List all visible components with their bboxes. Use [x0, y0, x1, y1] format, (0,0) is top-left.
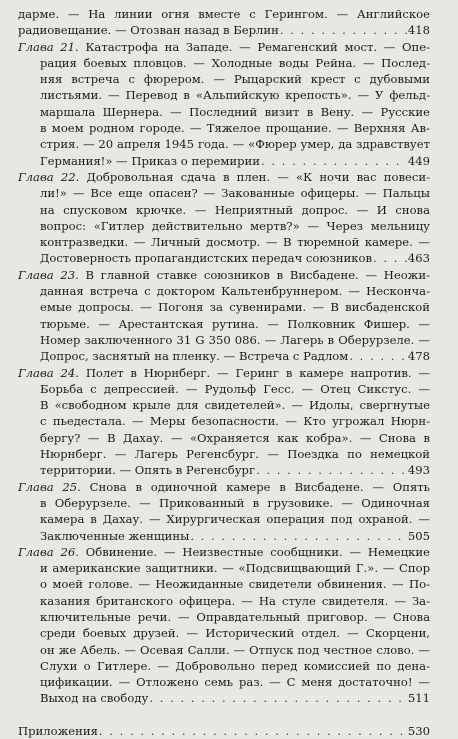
toc-line: Номер заключенного 31 G 350 086. — Лагерь в Оберурзеле. — [40, 332, 430, 347]
toc-line-text: Заключенные женщины [40, 528, 190, 543]
toc-line: ключительные речи. — Оправдательный приговор. — Снова [40, 609, 430, 624]
toc-line: бергу? — В Дахау. — «Охраняется как кобра». — Снова в [40, 430, 430, 445]
page-number: 418 [407, 23, 430, 38]
toc-line [18, 365, 430, 381]
toc-line: о моей голове. — Неожиданные свидетели обвинения. — По- [40, 577, 430, 592]
leader-dots [99, 723, 407, 739]
toc-line-last [18, 153, 430, 169]
toc-line: Слухи о Гитлере. — Добровольно перед комиссией по дена- [40, 658, 430, 673]
toc-line: в моем родном городе. — Тяжелое прощание. — Верхняя Ав- [40, 121, 430, 136]
toc-line: данная встреча с доктором Кальтенбруннером. — Несконча- [40, 284, 430, 299]
toc-line-text: Достоверность пропагандистских передач союзников [40, 251, 373, 266]
toc-line-text: В главной ставке союзников в Висбадене. — Неожи- [85, 267, 430, 282]
page-number: 505 [407, 528, 430, 543]
toc-line-text: Добровольная сдача в плен. — «К ночи вас повеси- [86, 169, 430, 184]
toc-line: емые допросы. — Погоня за сувенирами. — В висбаденской [40, 300, 430, 315]
leader-dots [261, 153, 407, 169]
toc-entry-chapter-23[interactable] [18, 267, 448, 365]
toc-entry-continuation [18, 6, 448, 39]
toc-line: няя встреча с фюрером. — Рыцарский крест с дубовыми [40, 72, 430, 87]
appendix-label: Приложения [18, 724, 98, 739]
toc-line-last [18, 690, 430, 706]
toc-line: в Оберурзеле. — Прикованный в грузовике. — Одиночная [40, 495, 430, 510]
toc-line: листьями. — Перевод в «Альпийскую крепость». — У фельд- [40, 88, 430, 103]
chapter-label: Глава 26. [18, 544, 79, 559]
toc-line-text: Выход на свободу [40, 691, 149, 706]
toc-entry-chapter-21[interactable] [18, 39, 448, 169]
toc-line: контразведки. — Личный досмотр. — В тюремной камере. — [40, 235, 430, 250]
toc-line-last [18, 22, 430, 38]
toc-line [18, 267, 430, 283]
page-number: 478 [407, 349, 430, 364]
toc-line: камера в Дахау. — Хирургическая операция под охраной. — [40, 512, 430, 527]
toc-line-text: территории. — Опять в Регенсбург [40, 463, 256, 478]
toc-line: и американские защитники. — «Подсвищвающий Г.». — Спор [40, 561, 430, 576]
page-number: 511 [407, 691, 430, 706]
toc-line: Нюрнберг. — Лагерь Регенсбург. — Поездка по немецкой [40, 447, 430, 462]
leader-dots [373, 250, 407, 266]
page-number: 530 [407, 724, 430, 739]
toc-line: маршала Шернера. — Последний визит в Вену. — Русские [40, 104, 430, 119]
leader-dots [190, 528, 407, 544]
toc-line [18, 39, 430, 55]
toc-line-text: Снова в одиночной камере в Висбадене. — Опять [89, 479, 430, 494]
toc-line-last [18, 250, 430, 266]
leader-dots [256, 462, 407, 478]
toc-entry-chapter-24[interactable] [18, 365, 448, 479]
chapter-label: Глава 21. [18, 39, 79, 54]
toc-entry-appendix[interactable] [18, 723, 448, 739]
toc-line [18, 169, 430, 185]
toc-entry-chapter-22[interactable] [18, 169, 448, 267]
leader-dots [349, 348, 407, 364]
toc-line: тюрьме. — Арестантская рутина. — Полковник Фишер. — [40, 316, 430, 331]
toc-line-last [18, 462, 430, 478]
toc-line-text: Обвинение. — Неизвестные сообщники. — Немецкие [85, 544, 430, 559]
toc-line: рация боевых пловцов. — Холодные воды Рейна. — Послед- [40, 55, 430, 70]
toc-line-last [18, 528, 430, 544]
page-number: 493 [407, 463, 430, 478]
chapter-label: Глава 23. [18, 267, 79, 282]
toc-line: ли!» — Все еще опасен? — Закованные офицеры. — Пальцы [40, 186, 430, 201]
toc-line: на спусковом крючке. — Неприятный допрос. — И снова [40, 202, 430, 217]
chapter-label: Глава 24. [18, 365, 79, 380]
chapter-label: Глава 22. [18, 169, 80, 184]
toc-line: дарме. — На линии огня вместе с Герингом. — Английское [18, 7, 430, 21]
toc-line: он же Абель. — Осевая Салли. — Отпуск под честное слово. — [40, 642, 430, 657]
toc-line [18, 544, 430, 560]
toc-line-text: радиовещание. — Отозван назад в Берлин [18, 23, 279, 38]
toc-line: В «свободном крыле для свидетелей». — Идолы, свергнутые [40, 398, 430, 413]
toc-line: Борьба с депрессией. — Рудольф Гесс. — Отец Сикстус. — [40, 381, 430, 396]
toc-line-text: Германия!» — Приказ о перемирии [40, 153, 260, 168]
toc-line: среди боевых друзей. — Исторический отдел. — Скорцени, [40, 626, 430, 641]
toc-line: цификации. — Отложено семь раз. — С меня достаточно! — [40, 675, 430, 690]
toc-line [18, 479, 430, 495]
toc-line-text: Катастрофа на Западе. — Ремагенский мост. — Опе- [85, 39, 430, 54]
toc-entry-chapter-26[interactable] [18, 544, 448, 707]
toc-line-text: Полет в Нюрнберг. — Геринг в камере напротив. — [85, 365, 430, 380]
page-number: 463 [407, 251, 430, 266]
toc-line-last [18, 723, 430, 739]
toc-line: стрия. — 20 апреля 1945 года. — «Фюрер умер, да здравствует [40, 137, 430, 152]
toc-line: вопрос: «Гитлер действительно мертв?» — Через мельницу [40, 218, 430, 233]
leader-dots [280, 22, 407, 38]
leader-dots [149, 690, 407, 706]
chapter-label: Глава 25. [18, 479, 81, 494]
toc-entry-chapter-25[interactable] [18, 479, 448, 544]
spacer [18, 707, 448, 723]
toc-line-last [18, 348, 430, 364]
toc-line-text: Допрос, заснятый на пленку. — Встреча с Радлом [40, 349, 349, 364]
toc-line: казания британского офицера. — На стуле свидетеля. — За- [40, 593, 430, 608]
toc-line: с пьедестала. — Меры безопасности. — Кто угрожал Нюрн- [40, 414, 430, 429]
page-number: 449 [407, 153, 430, 168]
